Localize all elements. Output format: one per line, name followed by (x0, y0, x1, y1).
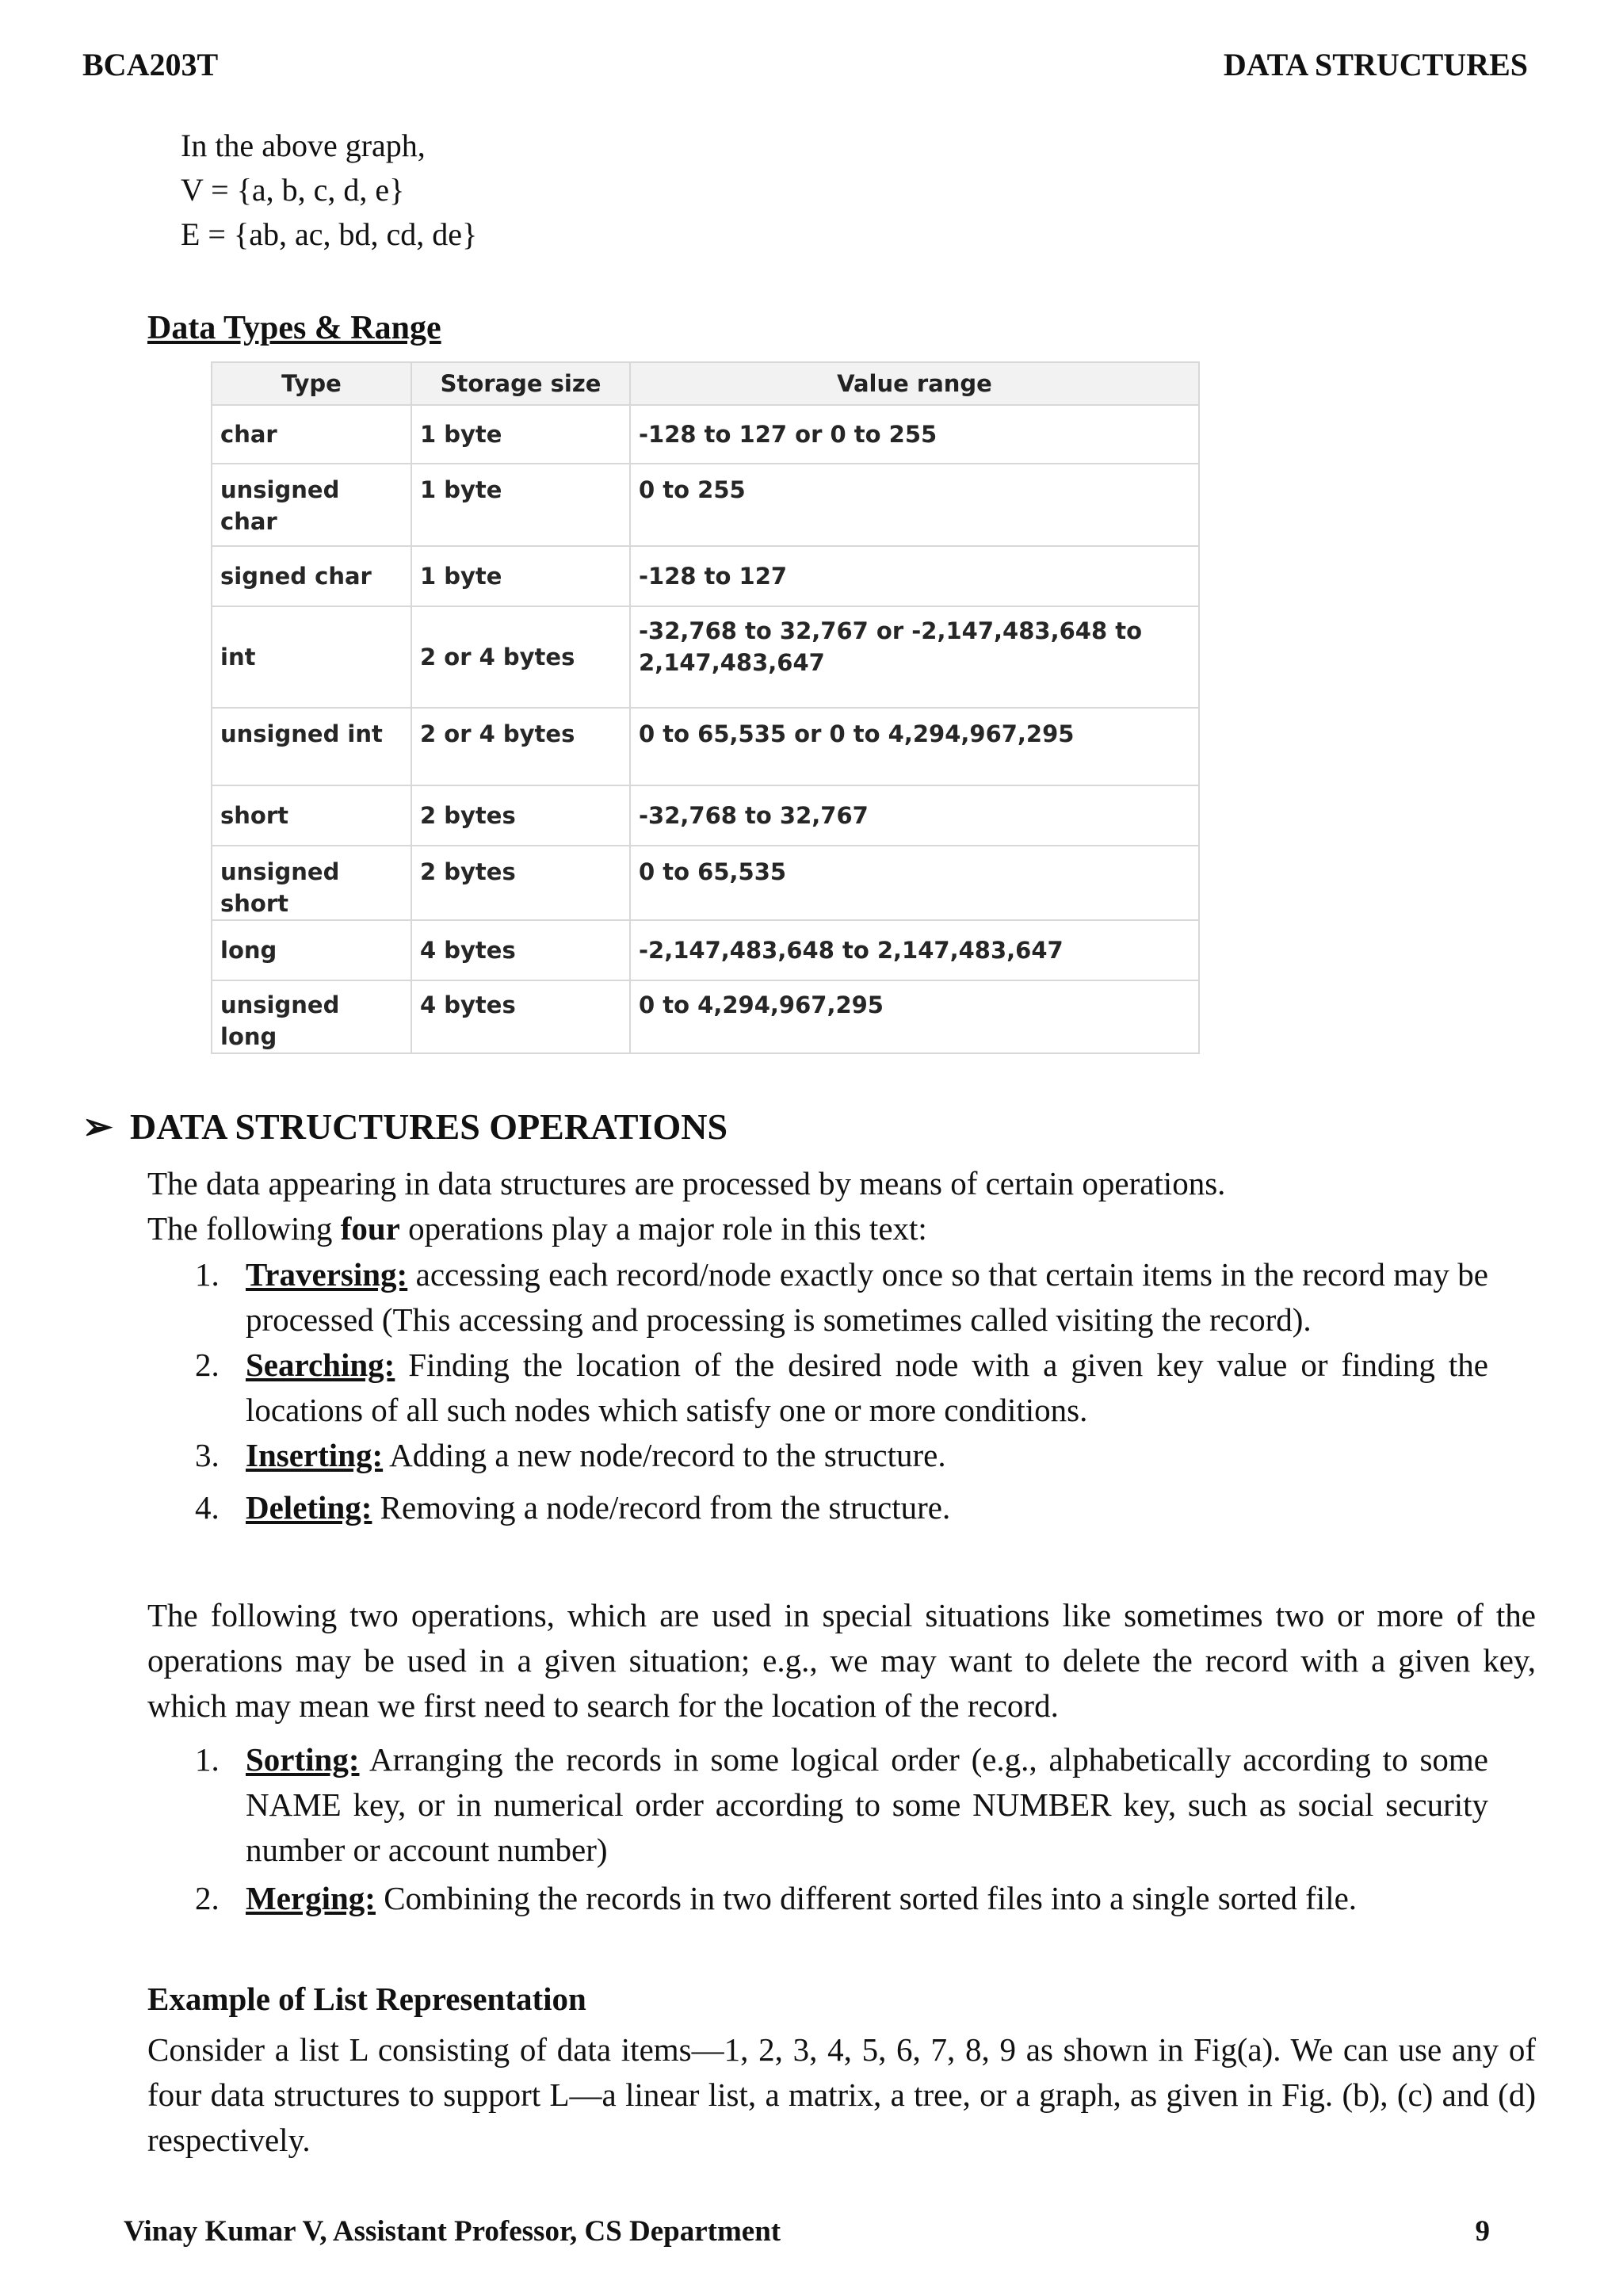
list-item (195, 1343, 1488, 1433)
item-number: 2. (195, 1880, 220, 1916)
table-row (212, 980, 1199, 1053)
graph-edges: E = {ab, ac, bd, cd, de} (181, 216, 478, 252)
cell-type: unsigned char (212, 464, 411, 546)
cell-range: 0 to 65,535 (630, 846, 1199, 920)
cell-range: -128 to 127 (630, 546, 1199, 606)
cell-storage: 4 bytes (411, 980, 630, 1053)
cell-range: -32,768 to 32,767 (630, 785, 1199, 846)
item-term: Merging: (246, 1880, 376, 1916)
item-number: 1. (195, 1741, 220, 1778)
item-term: Deleting: (246, 1489, 372, 1526)
cell-storage: 2 bytes (411, 785, 630, 846)
graph-intro: In the above graph, (181, 128, 426, 163)
column-header-range: Value range (630, 362, 1199, 405)
table-row (212, 920, 1199, 980)
example-text: Consider a list L consisting of data items—1, 2, 3, 4, 5, 6, 7, 8, 9 as shown in Fig(a). We can use any of four data structures to support L—a linear list, a matrix, a tree, or a graph, as given in Fig. (b), (c) and (d) respectively. (147, 2031, 1536, 2158)
item-number: 1. (195, 1256, 220, 1293)
operations-heading (82, 1105, 727, 1148)
intro-text-start: The following (147, 1210, 341, 1247)
operations-title: DATA STRUCTURES OPERATIONS (130, 1106, 728, 1147)
operations-intro-1: The data appearing in data structures are processed by means of certain operations. (147, 1165, 1226, 1201)
cell-storage: 2 or 4 bytes (411, 606, 630, 708)
table-row (212, 464, 1199, 546)
cell-storage: 2 bytes (411, 846, 630, 920)
data-types-table (211, 361, 1200, 1054)
item-text: Combining the records in two different sorted files into a single sorted file. (375, 1880, 1358, 1916)
table-header-row (212, 362, 1199, 405)
primary-operations-list (195, 1252, 1488, 1530)
example-title: Example of List Representation (147, 1981, 586, 2017)
item-text: Finding the location of the desired node with a given key value or finding the locations of all such nodes which satisfy one or more conditions. (246, 1347, 1488, 1428)
list-item (195, 1252, 1488, 1343)
arrow-bullet-icon: ➢ (82, 1106, 113, 1147)
cell-storage: 1 byte (411, 405, 630, 464)
intro-text-end: operations play a major role in this text: (399, 1210, 927, 1247)
item-text: accessing each record/node exactly once so that certain items in the record may be processed (This accessing and processing is sometimes called visiting the record). (246, 1256, 1488, 1338)
cell-range: 0 to 65,535 or 0 to 4,294,967,295 (630, 708, 1199, 785)
cell-type: short (212, 785, 411, 846)
item-text: Arranging the records in some logical order (e.g., alphabetically according to some NAME key, or in numerical order according to some NUMBER key, such as social security number or account number) (246, 1741, 1488, 1868)
cell-storage: 1 byte (411, 464, 630, 546)
operations-intro-2 (147, 1206, 1536, 1251)
special-operations-intro: The following two operations, which are used in special situations like sometimes two or more of the operations may be used in a given situation; e.g., we may want to delete the record with a given key, which may mean we first need to search for the location of the record. (147, 1597, 1536, 1724)
cell-range: 0 to 255 (630, 464, 1199, 546)
item-number: 4. (195, 1489, 220, 1526)
header-course-code: BCA203T (82, 47, 219, 82)
header-subject: DATA STRUCTURES (1223, 47, 1528, 82)
data-types-title: Data Types & Range (147, 310, 441, 346)
cell-type: int (212, 606, 411, 708)
list-item (195, 1433, 1488, 1478)
cell-type: signed char (212, 546, 411, 606)
table-row (212, 708, 1199, 785)
cell-range: 0 to 4,294,967,295 (630, 980, 1199, 1053)
intro-emphasis: four (340, 1210, 400, 1247)
cell-storage: 4 bytes (411, 920, 630, 980)
cell-range: -32,768 to 32,767 or -2,147,483,648 to 2,147,483,647 (630, 606, 1199, 708)
table-row (212, 785, 1199, 846)
item-term: Inserting: (246, 1437, 384, 1473)
graph-vertices: V = {a, b, c, d, e} (181, 172, 405, 208)
cell-range: -128 to 127 or 0 to 255 (630, 405, 1199, 464)
special-operations-list (195, 1737, 1488, 1921)
cell-type: unsigned short (212, 846, 411, 920)
item-number: 2. (195, 1347, 220, 1383)
cell-type: long (212, 920, 411, 980)
item-text: Adding a new node/record to the structure. (383, 1437, 946, 1473)
item-term: Traversing: (246, 1256, 408, 1293)
cell-type: char (212, 405, 411, 464)
table-row (212, 606, 1199, 708)
list-item (195, 1876, 1488, 1921)
cell-range: -2,147,483,648 to 2,147,483,647 (630, 920, 1199, 980)
table-row (212, 405, 1199, 464)
column-header-storage: Storage size (411, 362, 630, 405)
item-term: Sorting: (246, 1741, 360, 1778)
item-number: 3. (195, 1437, 220, 1473)
list-item (195, 1737, 1488, 1873)
list-item (195, 1485, 1488, 1530)
footer-author: Vinay Kumar V, Assistant Professor, CS Department (124, 2215, 781, 2248)
cell-type: unsigned long (212, 980, 411, 1053)
cell-storage: 2 or 4 bytes (411, 708, 630, 785)
cell-storage: 1 byte (411, 546, 630, 606)
column-header-type: Type (212, 362, 411, 405)
page-number: 9 (1475, 2215, 1490, 2248)
table-row (212, 846, 1199, 920)
cell-type: unsigned int (212, 708, 411, 785)
table-row (212, 546, 1199, 606)
item-term: Searching: (246, 1347, 395, 1383)
item-text: Removing a node/record from the structure. (372, 1489, 951, 1526)
